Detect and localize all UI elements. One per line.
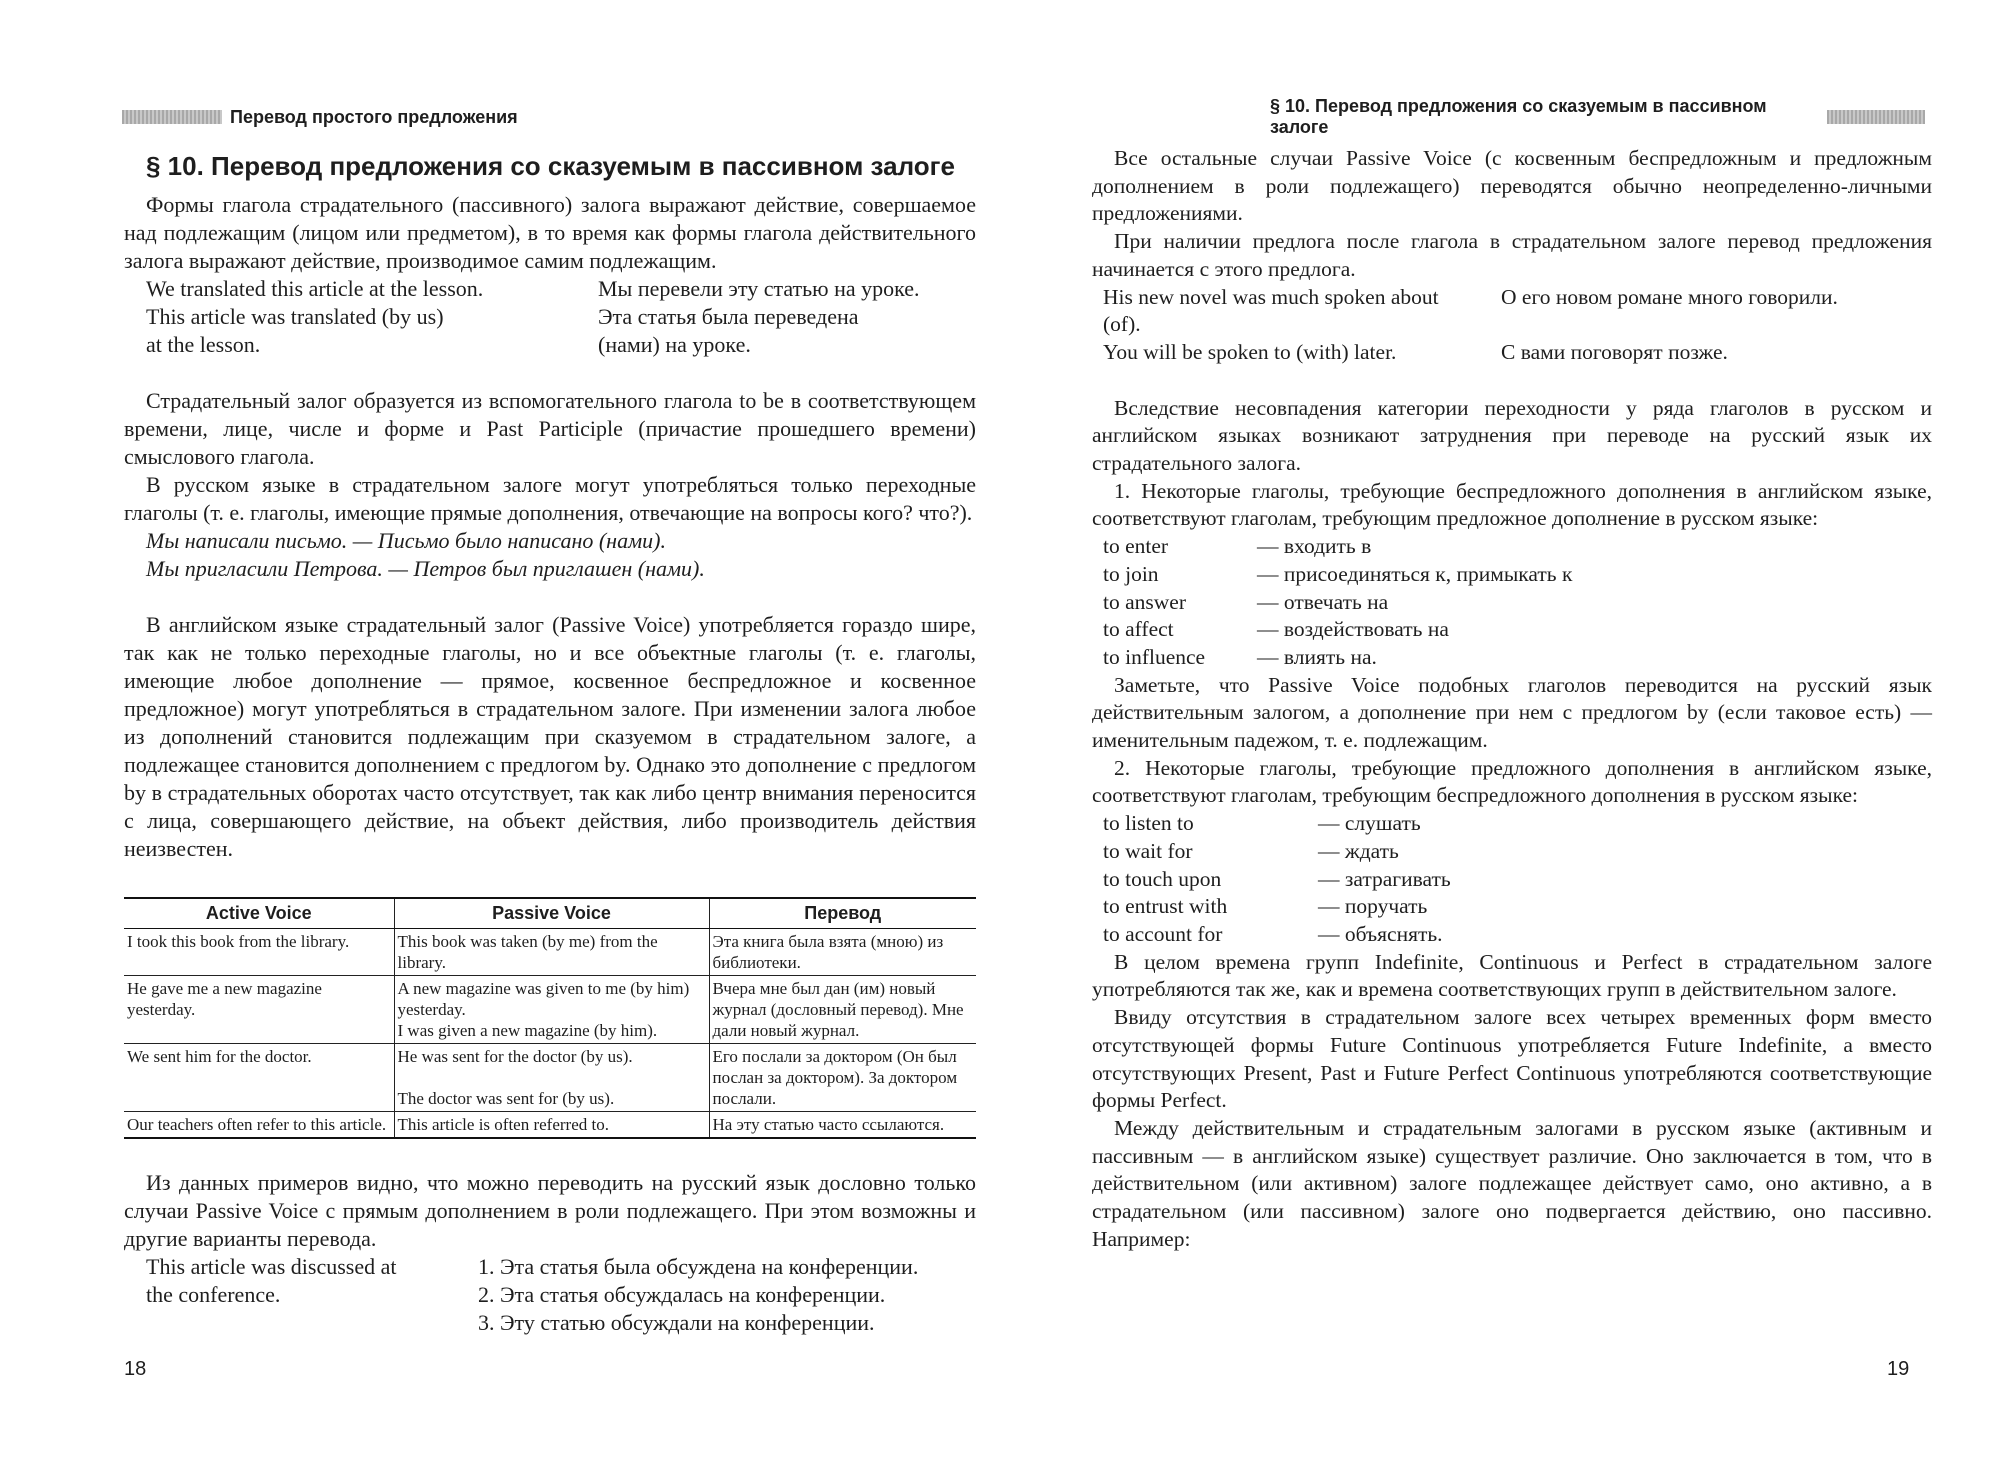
table-cell: We sent him for the doctor.	[124, 1044, 394, 1112]
table-cell: I took this book from the library.	[124, 929, 394, 976]
table-cell: Вчера мне был дан (им) новый журнал (дословный перевод). Мне дали новый журнал.	[709, 976, 976, 1044]
paragraph: В английском языке страдательный залог (Passive Voice) употребляется гораздо шире, так как не только переходные глаголы, но и все объектные глаголы (т. е. глаголы, имеющие любое дополнение — прямое, косвенное беспредложное и косвенное предложное) могут употребляться в страдательном залоге. При изменении залога любое из дополнений становится подлежащим при сказуемом в страдательном залоге, а подлежащее становится дополнением с предлогом by. Однако это дополнение с предлогом by в страдательных оборотах часто отсутствует, так как либо центр внимания переносится с лица, совершающего действие, на объект действия, либо производитель действия неизвестен.	[124, 612, 976, 861]
example-variants	[146, 1253, 976, 1337]
example-en: His new novel was much spoken about (of).	[1103, 284, 1439, 337]
table-row	[124, 1112, 976, 1139]
table-row	[124, 929, 976, 976]
paragraph: Формы глагола страдательного (пассивного) залога выражают действие, совершаемое над подлежащим (лицом или предметом), в то время как формы глагола действительного залога выражают действие, производимое самим подлежащим.	[124, 192, 976, 273]
example-ru-list	[478, 1253, 976, 1337]
paragraph: Из данных примеров видно, что можно переводить на русский язык дословно только случаи Passive Voice с прямым дополнением в роли подлежащего. При этом возможны и другие варианты перевода.	[124, 1170, 976, 1251]
example-en: We translated this article at the lesson.	[146, 276, 484, 301]
verb-list	[1103, 810, 1932, 949]
verb-ru: — влиять на.	[1257, 644, 1377, 669]
table-cell: Our teachers often refer to this article.	[124, 1112, 394, 1139]
paragraph: При наличии предлога после глагола в страдательном залоге перевод предложения начинается с этого предлога.	[1092, 229, 1932, 281]
table-cell: He gave me a new magazine yesterday.	[124, 976, 394, 1044]
verb-en: to affect	[1103, 617, 1174, 642]
table-header-row	[124, 898, 976, 929]
example-ru: Эта статья была переведена (нами) на уроке.	[598, 304, 859, 357]
spacer	[124, 863, 976, 893]
table-header-cell: Active Voice	[124, 898, 394, 929]
table-cell: He was sent for the doctor (by us). The doctor was sent for (by us).	[394, 1044, 709, 1112]
example-italic: Мы написали письмо. — Письмо было написано (нами).	[146, 528, 666, 553]
paragraph: В русском языке в страдательном залоге могут употребляться только переходные глаголы (т. е. глаголы, имеющие прямые дополнения, отвечающие на вопросы кого? что?).	[124, 472, 976, 525]
example-ru: О его новом романе много говорили.	[1501, 284, 1838, 309]
example-pair	[146, 303, 976, 359]
page-number: 19	[1887, 1358, 1910, 1380]
table-row	[124, 976, 976, 1044]
example-italic: Мы пригласили Петрова. — Петров был приглашен (нами).	[146, 556, 705, 581]
left-body	[124, 150, 976, 1337]
verb-ru: — объяснять.	[1318, 921, 1443, 946]
example-pair	[146, 275, 976, 303]
section-title: § 10. Перевод предложения со сказуемым в пассивном залоге	[146, 151, 955, 181]
example-pair	[1103, 284, 1932, 339]
verb-en: to wait for	[1103, 838, 1193, 863]
right-body	[1092, 145, 1932, 1253]
example-ru: С вами поговорят позже.	[1501, 339, 1728, 364]
variant-item: 2. Эта статья обсуждалась на конференции.	[478, 1282, 886, 1307]
paragraph: В целом времена групп Indefinite, Continuous и Perfect в страдательном залоге употребляются так же, как и времена соответствующих групп в действительном залоге.	[1092, 949, 1932, 1002]
paragraph: Страдательный залог образуется из вспомогательного глагола to be в соответствующем времени, лице, числе и форме и Past Participle (причастие прошедшего времени) смыслового глагола.	[124, 388, 976, 469]
verb-en: to entrust with	[1103, 894, 1228, 919]
spacer	[124, 359, 976, 387]
table-cell: This book was taken (by me) from the library.	[394, 929, 709, 976]
variant-item: 1. Эта статья была обсуждена на конференции.	[478, 1254, 919, 1279]
paragraph: 2. Некоторые глаголы, требующие предложного дополнения в английском языке, соответствуют глаголам, требующим беспредложного дополнения в русском языке:	[1092, 755, 1932, 808]
spacer	[1092, 367, 1932, 395]
table-header-cell: Passive Voice	[394, 898, 709, 929]
right-running-head	[1270, 96, 1925, 137]
verb-en: to influence	[1103, 644, 1206, 669]
right-running-head-text: § 10. Перевод предложения со сказуемым в пассивном залоге	[1270, 96, 1767, 137]
table-header-cell: Перевод	[709, 898, 976, 929]
example-ru: Мы перевели эту статью на уроке.	[598, 276, 920, 301]
paragraph: Вследствие несовпадения категории переходности у ряда глаголов в русском и английском языках возникают затруднения при переводе на русский язык их страдательного залога.	[1092, 395, 1932, 476]
verb-ru: — затрагивать	[1318, 866, 1451, 891]
paragraph: 1. Некоторые глаголы, требующие беспредложного дополнения в английском языке, соответствуют глаголам, требующим предложное дополнение в русском языке:	[1092, 478, 1932, 531]
verb-list	[1103, 533, 1932, 672]
verb-en: to enter	[1103, 534, 1169, 559]
verb-en: to join	[1103, 561, 1159, 586]
spacer	[124, 1139, 976, 1169]
example-en: You will be spoken to (with) later.	[1103, 339, 1397, 364]
example-pair	[1103, 339, 1932, 367]
header-gray-bar	[122, 110, 222, 124]
table-cell: A new magazine was given to me (by him) yesterday. I was given a new magazine (by him).	[394, 976, 709, 1044]
header-gray-bar	[1827, 110, 1925, 124]
verb-en: to account for	[1103, 921, 1223, 946]
verb-ru: — отвечать на	[1257, 589, 1389, 614]
verb-ru: — входить в	[1257, 534, 1372, 559]
verb-en: to touch upon	[1103, 866, 1222, 891]
paragraph: Ввиду отсутствия в страдательном залоге всех четырех временных форм вместо отсутствующей формы Future Continuous употребляется Future Indefinite, а вместо отсутствующих Present, Past и Future Perfect Continuous употребляются соответствующие формы Perfect.	[1092, 1005, 1932, 1113]
left-running-head	[122, 102, 990, 132]
verb-ru: — присоединяться к, примыкать к	[1257, 561, 1573, 586]
verb-ru: — ждать	[1318, 838, 1399, 863]
verb-en: to listen to	[1103, 811, 1194, 836]
paragraph: Заметьте, что Passive Voice подобных глаголов переводится на русский язык действительным залогом, а дополнение при нем с предлогом by (если таковое есть) — именительным падежом, т. е. подлежащим.	[1092, 672, 1932, 753]
voice-comparison-table	[124, 897, 976, 1139]
right-page	[1000, 0, 2000, 1460]
table-row	[124, 1044, 976, 1112]
table-cell: На эту статью часто ссылаются.	[709, 1112, 976, 1139]
verb-ru: — поручать	[1318, 894, 1428, 919]
paragraph: Между действительным и страдательным залогами в русском языке (активным и пассивным — в английском языке) существует различие. Оно заключается в том, что в действительном (или активном) залоге подлежащее действует само, оно активно, а в страдательном (или пассивном) залоге оно подвергается действию, оно пассивно. Например:	[1092, 1115, 1932, 1251]
verb-ru: — слушать	[1318, 811, 1421, 836]
verb-en: to answer	[1103, 589, 1186, 614]
table-cell: Эта книга была взята (мною) из библиотеки.	[709, 929, 976, 976]
variant-item: 3. Эту статью обсуждали на конференции.	[478, 1310, 875, 1335]
verb-ru: — воздействовать на	[1257, 617, 1449, 642]
paragraph: Все остальные случаи Passive Voice (с косвенным беспредложным и предложным дополнением в роли подлежащего) переводятся обычно неопределенно-личными предложениями.	[1092, 146, 1932, 226]
left-running-head-text: Перевод простого предложения	[230, 106, 518, 127]
example-en: This article was translated (by us) at the lesson.	[146, 304, 444, 357]
page-number: 18	[124, 1358, 147, 1380]
table-cell: Его послали за доктором (Он был послан за доктором). За доктором послали.	[709, 1044, 976, 1112]
spacer	[124, 583, 976, 611]
example-en: This article was discussed at the conference.	[146, 1254, 397, 1307]
table-cell: This article is often referred to.	[394, 1112, 709, 1139]
